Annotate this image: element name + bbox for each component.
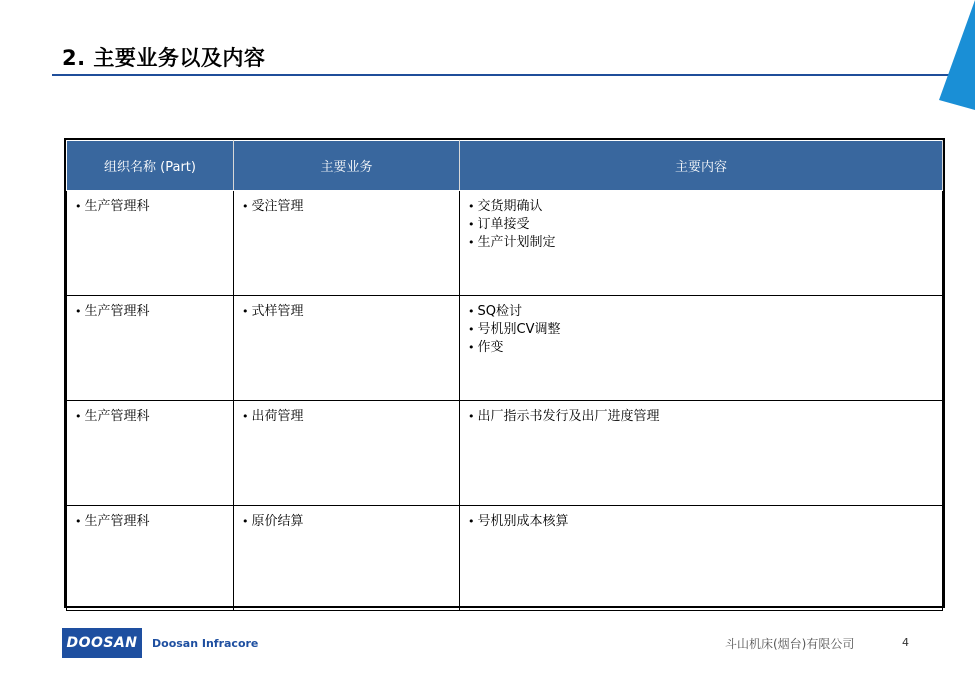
business-cell bbox=[234, 296, 460, 401]
table-row bbox=[67, 296, 943, 401]
bullet-icon: • bbox=[468, 323, 475, 336]
company-name: 斗山机床(烟台)有限公司 bbox=[725, 637, 855, 651]
content-item: 号机别CV调整 bbox=[477, 322, 561, 337]
logo-mark: DOOSAN bbox=[62, 628, 142, 658]
org-text: 生产管理科 bbox=[84, 409, 150, 424]
content-cell bbox=[460, 506, 943, 611]
org-text: 生产管理科 bbox=[84, 514, 150, 529]
bullet-icon: • bbox=[242, 515, 249, 528]
business-cell bbox=[234, 506, 460, 611]
business-cell bbox=[234, 191, 460, 296]
content-item: 订单接受 bbox=[477, 217, 530, 232]
business-text: 原价结算 bbox=[251, 514, 304, 529]
table-header-row bbox=[67, 141, 943, 191]
page-number: 4 bbox=[902, 636, 909, 649]
title-divider bbox=[52, 74, 975, 76]
bullet-icon: • bbox=[75, 410, 82, 423]
business-text: 受注管理 bbox=[251, 199, 304, 214]
business-text: 出荷管理 bbox=[251, 409, 304, 424]
bullet-icon: • bbox=[468, 305, 475, 318]
bullet-icon: • bbox=[75, 515, 82, 528]
content-item: 出厂指示书发行及出厂进度管理 bbox=[477, 409, 660, 424]
bullet-icon: • bbox=[468, 218, 475, 231]
header-content: 主要内容 bbox=[460, 141, 943, 191]
content-cell bbox=[460, 191, 943, 296]
doosan-logo bbox=[62, 628, 258, 658]
org-cell bbox=[67, 296, 234, 401]
org-cell bbox=[67, 191, 234, 296]
business-cell bbox=[234, 401, 460, 506]
page-title: 2. 主要业务以及内容 bbox=[62, 46, 266, 70]
header-org: 组织名称 (Part) bbox=[67, 141, 234, 191]
content-item: SQ检讨 bbox=[477, 304, 522, 319]
content-cell bbox=[460, 296, 943, 401]
bullet-icon: • bbox=[75, 305, 82, 318]
bullet-icon: • bbox=[468, 200, 475, 213]
table-row bbox=[67, 191, 943, 296]
org-cell bbox=[67, 401, 234, 506]
bullet-icon: • bbox=[468, 515, 475, 528]
corner-triangle-decoration bbox=[935, 0, 975, 110]
content-item: 作变 bbox=[477, 340, 504, 355]
logo-text: Doosan Infracore bbox=[152, 636, 259, 650]
content-item: 生产计划制定 bbox=[477, 235, 556, 250]
bullet-icon: • bbox=[242, 410, 249, 423]
content-cell bbox=[460, 401, 943, 506]
business-table bbox=[64, 138, 945, 608]
bullet-icon: • bbox=[468, 236, 475, 249]
content-item: 交货期确认 bbox=[477, 199, 543, 214]
bullet-icon: • bbox=[242, 200, 249, 213]
bullet-icon: • bbox=[468, 341, 475, 354]
bullet-icon: • bbox=[242, 305, 249, 318]
bullet-icon: • bbox=[75, 200, 82, 213]
content-item: 号机别成本核算 bbox=[477, 514, 569, 529]
table-row bbox=[67, 506, 943, 611]
org-cell bbox=[67, 506, 234, 611]
business-text: 式样管理 bbox=[251, 304, 304, 319]
table-row bbox=[67, 401, 943, 506]
org-text: 生产管理科 bbox=[84, 199, 150, 214]
header-business: 主要业务 bbox=[234, 141, 460, 191]
org-text: 生产管理科 bbox=[84, 304, 150, 319]
bullet-icon: • bbox=[468, 410, 475, 423]
